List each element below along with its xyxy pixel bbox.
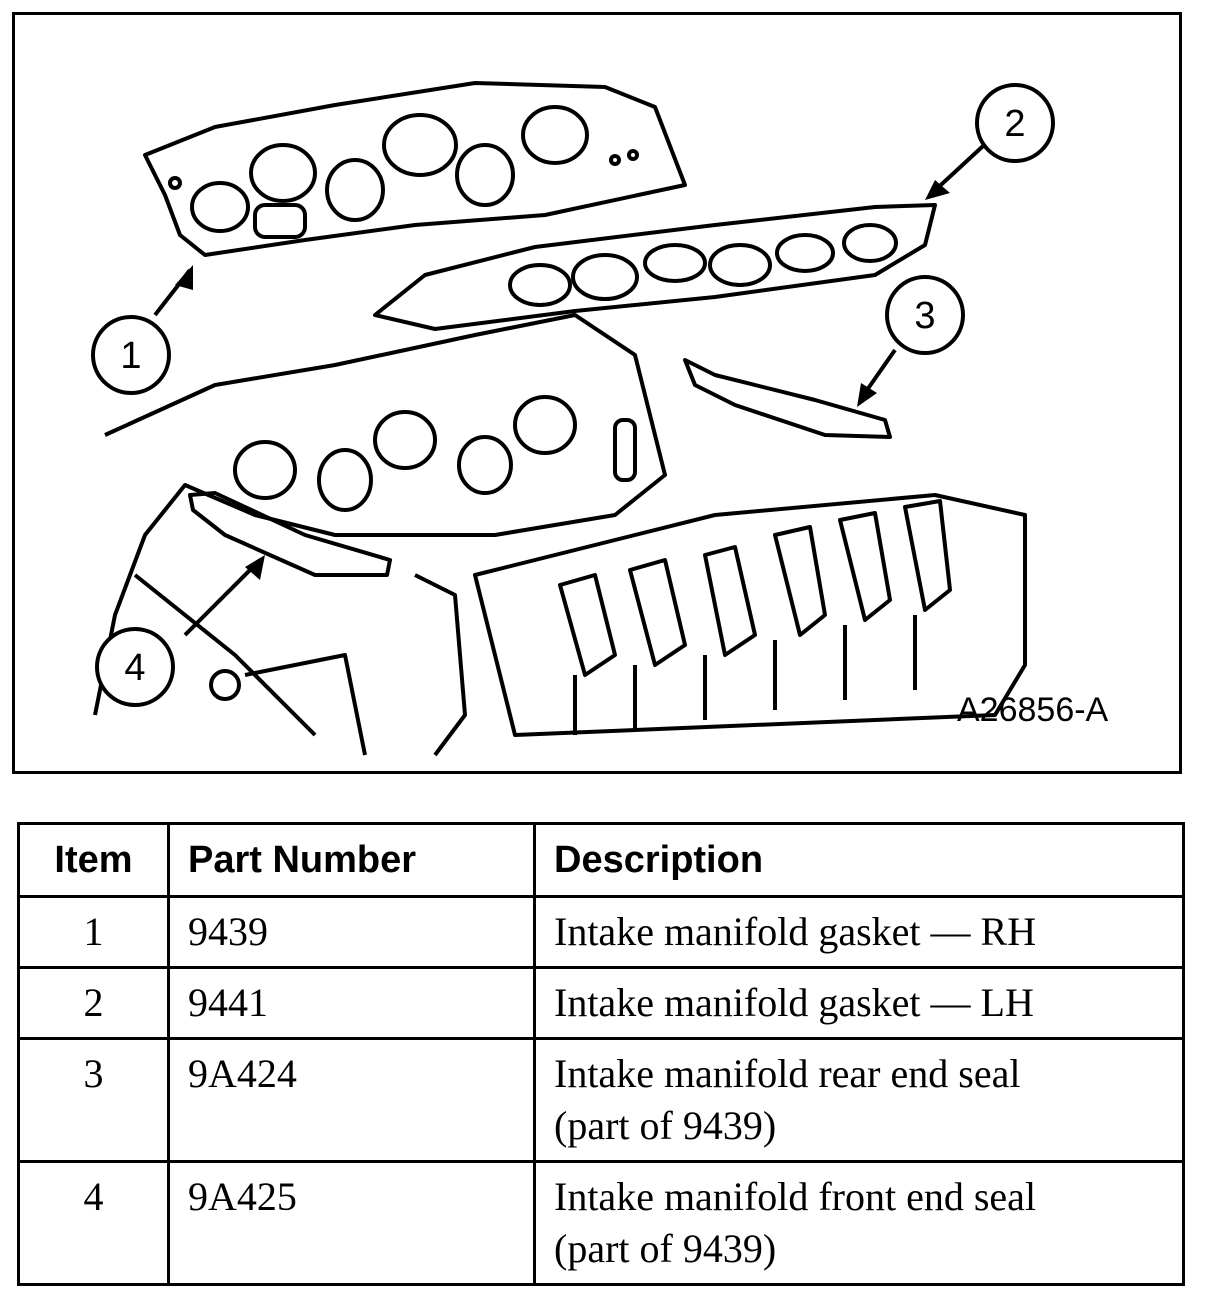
parts-table [17, 822, 1185, 1286]
part-number-cell: 9441 [169, 968, 535, 1039]
svg-text:2: 2 [1004, 103, 1026, 145]
item-cell: 3 [19, 1039, 169, 1162]
header-item: Item [19, 824, 169, 897]
table-header-row [19, 824, 1184, 897]
table-row [19, 968, 1184, 1039]
description-line: Intake manifold gasket — RH [554, 909, 1037, 954]
header-part-number: Part Number [169, 824, 535, 897]
callout-3 [887, 277, 963, 353]
description-cell [535, 1162, 1184, 1285]
description-cell [535, 968, 1184, 1039]
description-cell [535, 1039, 1184, 1162]
description-line: Intake manifold front end seal [554, 1174, 1037, 1219]
svg-text:4: 4 [124, 647, 146, 689]
description-line: (part of 9439) [554, 1103, 777, 1148]
part-number-cell: 9A425 [169, 1162, 535, 1285]
gasket-illustration [15, 15, 1179, 771]
item-cell: 1 [19, 897, 169, 968]
description-cell [535, 897, 1184, 968]
svg-text:1: 1 [120, 335, 142, 377]
table-row [19, 1039, 1184, 1162]
callout-2 [977, 85, 1053, 161]
exploded-view-figure [12, 12, 1182, 774]
description-line: Intake manifold gasket — LH [554, 980, 1034, 1025]
figure-code: A26856-A [957, 691, 1109, 729]
header-description: Description [535, 824, 1184, 897]
part-number-cell: 9A424 [169, 1039, 535, 1162]
item-cell: 4 [19, 1162, 169, 1285]
callout-1 [93, 317, 169, 393]
callout-4 [97, 629, 173, 705]
table-row [19, 1162, 1184, 1285]
svg-text:3: 3 [914, 295, 936, 337]
table-row [19, 897, 1184, 968]
description-line: Intake manifold rear end seal [554, 1051, 1021, 1096]
description-line: (part of 9439) [554, 1226, 777, 1271]
item-cell: 2 [19, 968, 169, 1039]
part-number-cell: 9439 [169, 897, 535, 968]
